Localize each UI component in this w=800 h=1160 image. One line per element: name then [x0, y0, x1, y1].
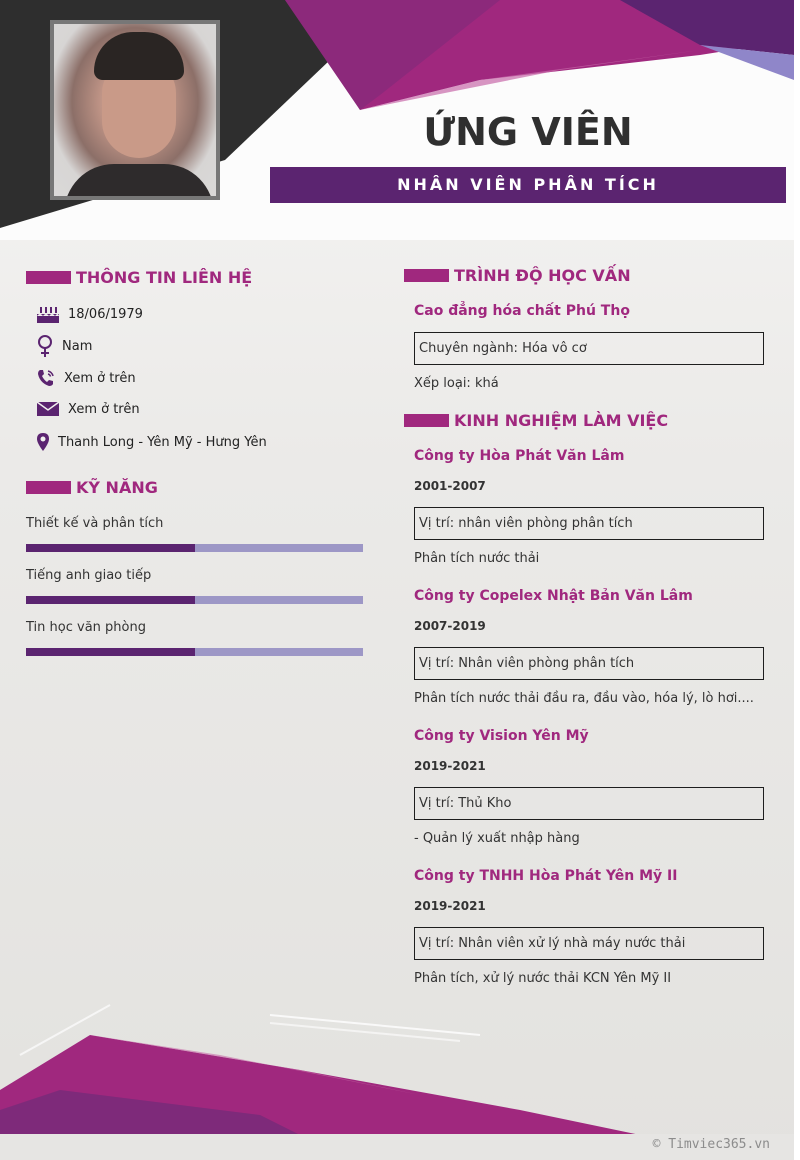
skill-label: Thiết kế và phân tích	[26, 516, 164, 531]
section-bar	[26, 271, 71, 284]
job-description: Phân tích nước thải đầu ra, đầu vào, hóa lý, lò hơi....	[414, 691, 754, 706]
education-section-title	[404, 266, 631, 285]
job-period: 2001-2007	[414, 479, 486, 493]
job-company: Công ty Vision Yên Mỹ	[414, 728, 589, 744]
education-title-text: TRÌNH ĐỘ HỌC VẤN	[454, 266, 631, 285]
education-major: Chuyên ngành: Hóa vô cơ	[414, 332, 764, 365]
contact-email	[36, 400, 140, 418]
job-description: Phân tích, xử lý nước thải KCN Yên Mỹ II	[414, 971, 672, 986]
candidate-name: ỨNG VIÊN	[423, 110, 633, 154]
female-gender-icon	[36, 334, 54, 358]
contact-phone	[36, 368, 136, 388]
job-company: Công ty TNHH Hòa Phát Yên Mỹ II	[414, 868, 678, 884]
job-position: Vị trí: Thủ Kho	[414, 787, 764, 820]
job-company: Công ty Copelex Nhật Bản Văn Lâm	[414, 588, 693, 604]
skill-label: Tin học văn phòng	[26, 620, 146, 635]
address-text: Thanh Long - Yên Mỹ - Hưng Yên	[58, 434, 267, 450]
birthday-cake-icon	[36, 304, 60, 324]
skill-fill	[26, 648, 195, 656]
contact-section-title	[26, 268, 252, 287]
experience-section-title	[404, 411, 668, 430]
education-grade: Xếp loại: khá	[414, 376, 499, 391]
contact-gender	[36, 334, 92, 358]
job-period: 2007-2019	[414, 619, 486, 633]
phone-icon	[36, 368, 56, 388]
skills-title-text: KỸ NĂNG	[76, 478, 158, 497]
contact-title-text: THÔNG TIN LIÊN HỆ	[76, 268, 253, 287]
skills-section-title	[26, 478, 158, 497]
skill-bar	[26, 596, 363, 604]
footer-decoration	[0, 995, 794, 1135]
gender-text: Nam	[62, 338, 93, 354]
job-position: Vị trí: Nhân viên phòng phân tích	[414, 647, 764, 680]
skill-bar	[26, 544, 363, 552]
profile-photo-frame	[50, 20, 220, 200]
job-position: Vị trí: nhân viên phòng phân tích	[414, 507, 764, 540]
birthday-text: 18/06/1979	[68, 306, 143, 322]
profile-photo	[54, 24, 216, 196]
job-company: Công ty Hòa Phát Văn Lâm	[414, 448, 625, 464]
job-title-banner: NHÂN VIÊN PHÂN TÍCH	[270, 167, 786, 203]
copyright-text: © Timviec365.vn	[652, 1137, 770, 1152]
email-text: Xem ở trên	[68, 401, 140, 417]
job-position: Vị trí: Nhân viên xử lý nhà máy nước thải	[414, 927, 764, 960]
skill-fill	[26, 596, 195, 604]
section-bar	[26, 481, 71, 494]
email-icon	[36, 400, 60, 418]
experience-title-text: KINH NGHIỆM LÀM VIỆC	[454, 411, 669, 430]
map-pin-icon	[36, 432, 50, 452]
job-description: Phân tích nước thải	[414, 551, 540, 566]
job-period: 2019-2021	[414, 899, 486, 913]
skill-fill	[26, 544, 195, 552]
contact-address	[36, 432, 267, 452]
contact-birthday	[36, 304, 143, 324]
skill-bar	[26, 648, 363, 656]
phone-text: Xem ở trên	[64, 370, 136, 386]
skill-label: Tiếng anh giao tiếp	[26, 568, 152, 583]
job-period: 2019-2021	[414, 759, 486, 773]
section-bar	[404, 414, 449, 427]
section-bar	[404, 269, 449, 282]
school-name: Cao đẳng hóa chất Phú Thọ	[414, 303, 630, 319]
job-description: - Quản lý xuất nhập hàng	[414, 831, 580, 846]
